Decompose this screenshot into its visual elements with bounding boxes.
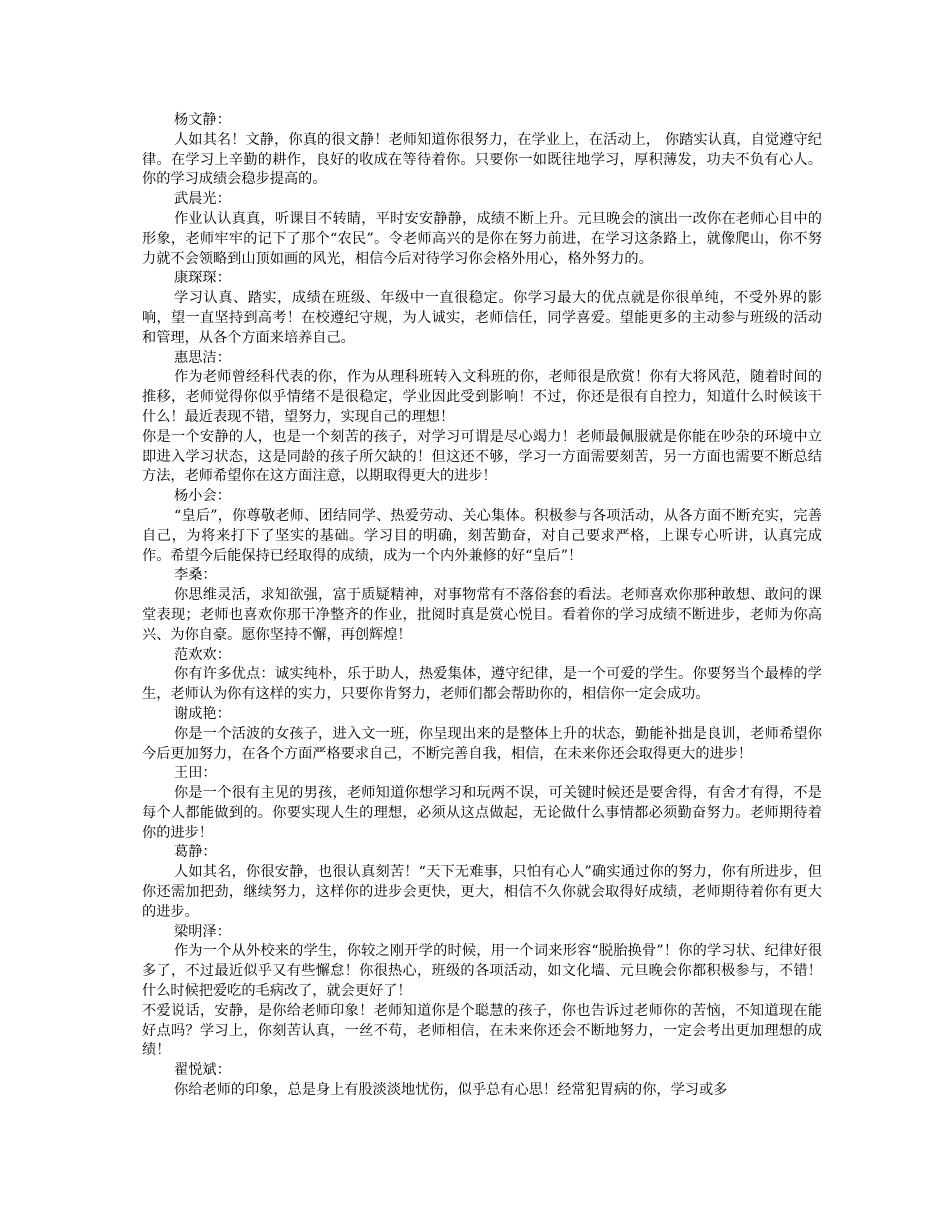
student-name: 惠思洁： (174, 349, 231, 366)
entry-yang-xiaohui (142, 487, 822, 566)
comment-paragraph: 你思维灵活，求知欲强，富于质疑精神，对事物常有不落俗套的看法。老师喜欢你那种敢想、敢问的课堂表现；老师也喜欢你那干净整齐的作业，批阅时真是赏心悦目。看着你的学习成绩不断进步，老师为你高兴、为你自豪。愿你坚持不懈，再创辉煌！ (142, 587, 822, 643)
entry-wu-chenguang (142, 190, 822, 269)
comment-paragraph: 你有许多优点：诚实纯朴，乐于助人，热爱集体，遵守纪律，是一个可爱的学生。你要努当个最棒的学生，老师认为你有这样的实力，只要你肯努力，老师们都会帮助你的，相信你一定会成功。 (142, 666, 822, 703)
comment-paragraph: “皇后”，你尊敬老师、团结同学、热爱劳动、关心集体。积极参与各项活动，从各方面不断充实，完善自己，为将来打下了坚实的基础。学习目的明确，刻苦勤奋，对自己要求严格，上课专心听讲，认真完成作。希望今后能保持已经取得的成绩，成为一个内外兼修的好“皇后”！ (142, 507, 822, 564)
comment-paragraph: 作为一个从外校来的学生，你较之刚开学的时候，用一个词来形容“脱胎换骨”！你的学习状、纪律好很多了，不过最近似乎又有些懈怠！你很热心，班级的各项活动，如文化墙、元旦晚会你都积极参与，不错！什么时候把爱吃的毛病改了，就会更好了！ (142, 943, 822, 1000)
entry-li-sang (142, 566, 822, 645)
entry-wang-tian (142, 764, 822, 843)
comment-paragraph: 你给老师的印象，总是身上有股淡淡地忧伤，似乎总有心思！经常犯胃病的你，学习或多 (174, 1082, 728, 1099)
comment-paragraph: 不爱说话，安静，是你给老师印象！老师知道你是个聪慧的孩子，你也告诉过老师你的苦恼，不知道现在能好点吗？学习上，你刻苦认真，一丝不苟，老师相信，在未来你还会不断地努力，一定会考出更加理想的成绩！ (142, 1002, 822, 1059)
comment-paragraph: 作为老师曾经科代表的你，作为从理科班转入文科班的你，老师很是欣赏！你有大将风范，随着时间的推移，老师觉得你似乎情绪不是很稳定，学业因此受到影响！不过，你还是很有自控力，知道什么时候该干什么！最近表现不错，望努力，实现自己的理想！ (142, 369, 822, 425)
comment-paragraph: 学习认真、踏实，成绩在班级、年级中一直很稳定。你学习最大的优点就是你很单纯，不受外界的影响，望一直坚持到高考！在校遵纪守规，为人诚实，老师信任，同学喜爱。望能更多的主动参与班级的活动和管理，从各个方面来培养自己。 (142, 290, 822, 346)
entry-yang-wenjing (142, 111, 822, 190)
student-name: 康琛琛： (174, 270, 231, 287)
comment-paragraph: 你是一个安静的人，也是一个刻苦的孩子，对学习可谓是尽心竭力！老师最佩服就是你能在吵杂的环境中立即进入学习状态，这是同龄的孩子所欠缺的！但这还不够，学习一方面需要刻苦，另一方面也需要不断总结方法，老师希望你在这方面注意，以期取得更大的进步！ (142, 428, 822, 485)
student-name: 杨小会： (174, 488, 231, 505)
comment-paragraph: 人如其名！文静，你真的很文静！老师知道你很努力，在学业上，在活动上， 你踏实认真，自觉遵守纪律。在学习上辛勤的耕作，良好的收成在等待着你。只要你一如既往地学习，厚积薄发，功夫不负有心人。你的学习成绩会稳步提高的。 (142, 131, 822, 188)
comment-paragraph: 作业认认真真，听课目不转睛，平时安安静静，成绩不断上升。元旦晚会的演出一改你在老师心目中的形象，老师牢牢的记下了那个“农民”。令老师高兴的是你在努力前进，在学习这条路上，就像爬山，你不努力就不会领略到山顶如画的风光，相信今后对待学习你会格外用心，格外努力的。 (142, 210, 822, 267)
entry-kang-chenchen (142, 269, 822, 348)
entry-ge-jing (142, 843, 822, 922)
student-name: 梁明泽： (174, 923, 231, 940)
student-name: 杨文静： (174, 112, 231, 128)
comments-document (142, 111, 822, 1101)
entry-xie-chengyan (142, 705, 822, 764)
comment-paragraph: 你是一个活波的女孩子，进入文一班，你呈现出来的是整体上升的状态，勤能补拙是良训，老师希望你今后更加努力，在各个方面严格要求自己，不断完善自我，相信，在未来你还会取得更大的进步！ (142, 725, 822, 762)
student-name: 葛静： (174, 844, 217, 861)
comment-paragraph: 你是一个很有主见的男孩，老师知道你想学习和玩两不误，可关键时候还是要舍得，有舍才有得，不是每个人都能做到的。你要实现人生的理想，必须从这点做起，无论做什么事情都必须勤奋努力。老师期待着你的进步！ (142, 785, 822, 841)
entry-zhai-yuebin (142, 1061, 822, 1101)
student-name: 范欢欢： (174, 646, 231, 663)
entry-hui-sijie (142, 349, 822, 488)
comment-paragraph: 人如其名，你很安静，也很认真刻苦！“天下无难事，只怕有心人”确实通过你的努力，你有所进步，但你还需加把劲，继续努力，这样你的进步会更快，更大，相信不久你就会取得好成绩，老师期待着你有更大的进步。 (142, 864, 822, 920)
student-name: 王田： (174, 765, 217, 782)
entry-fan-huanhuan (142, 646, 822, 705)
student-name: 李桑： (174, 567, 217, 584)
student-name: 武晨光： (174, 191, 231, 208)
student-name: 谢成艳： (174, 705, 231, 722)
entry-liang-mingze (142, 923, 822, 1062)
student-name: 翟悦斌： (174, 1062, 231, 1079)
